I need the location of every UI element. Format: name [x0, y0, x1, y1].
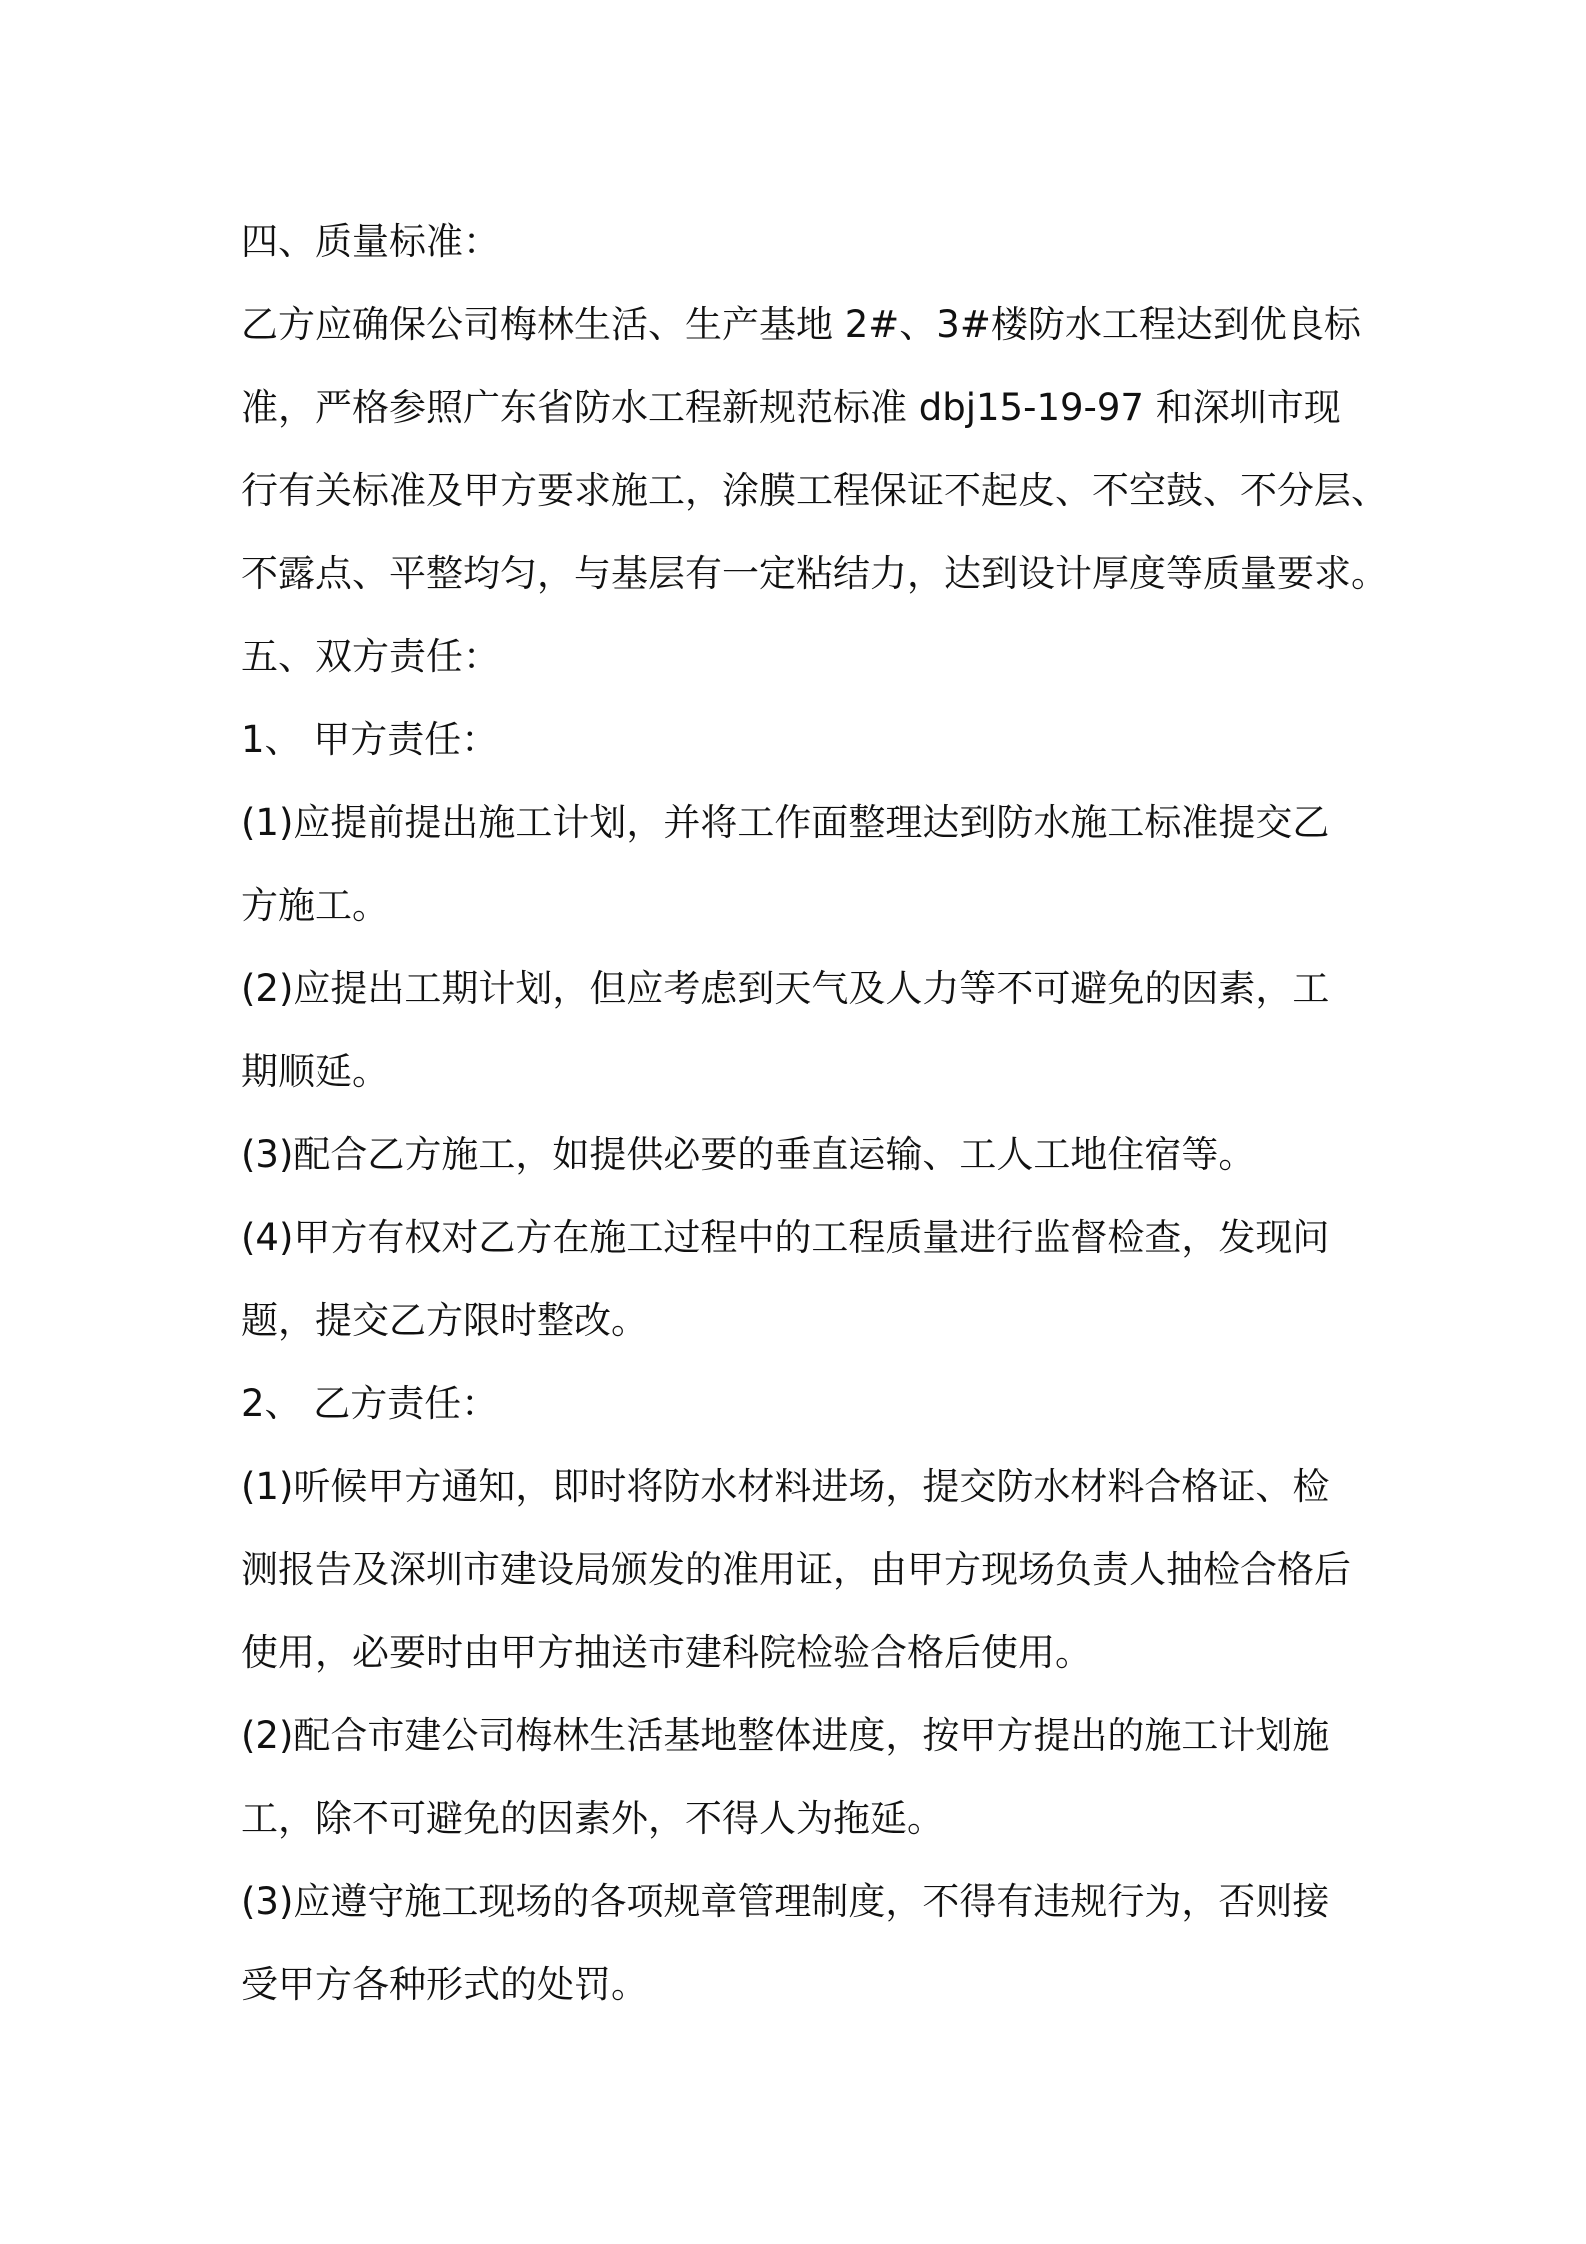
list-item-line: (4)甲方有权对乙方在施工过程中的工程质量进行监督检查，发现问 [241, 1216, 1330, 1259]
section-heading-quality: 四、质量标准： [241, 220, 500, 263]
section-heading-responsibilities: 五、双方责任： [241, 635, 500, 678]
list-item-line: 使用，必要时由甲方抽送市建科院检验合格后使用。 [241, 1631, 1092, 1674]
list-item-line: (3)应遵守施工现场的各项规章管理制度，不得有违规行为，否则接 [241, 1880, 1330, 1923]
list-item-line: 测报告及深圳市建设局颁发的准用证，由甲方现场负责人抽检合格后 [241, 1548, 1351, 1591]
paragraph-line: 乙方应确保公司梅林生活、生产基地 2#、3#楼防水工程达到优良标 [241, 303, 1361, 346]
paragraph-line: 准，严格参照广东省防水工程新规范标准 dbj15-19-97 和深圳市现 [241, 386, 1341, 429]
subsection-heading-party-b: 2、 乙方责任： [241, 1382, 499, 1425]
list-item-line: (1)听候甲方通知，即时将防水材料进场，提交防水材料合格证、检 [241, 1465, 1330, 1508]
list-item-line: (1)应提前提出施工计划，并将工作面整理达到防水施工标准提交乙 [241, 801, 1330, 844]
list-item-line: 方施工。 [241, 884, 389, 927]
list-item-line: (2)应提出工期计划，但应考虑到天气及人力等不可避免的因素，工 [241, 967, 1330, 1010]
paragraph-line: 不露点、平整均匀，与基层有一定粘结力，达到设计厚度等质量要求。 [241, 552, 1388, 595]
list-item-line: 受甲方各种形式的处罚。 [241, 1963, 648, 2006]
paragraph-line: 行有关标准及甲方要求施工，涂膜工程保证不起皮、不空鼓、不分层、 [241, 469, 1388, 512]
list-item-line: 题，提交乙方限时整改。 [241, 1299, 648, 1342]
document-page [241, 200, 1388, 2026]
subsection-heading-party-a: 1、 甲方责任： [241, 718, 499, 761]
list-item-line: (3)配合乙方施工，如提供必要的垂直运输、工人工地住宿等。 [241, 1133, 1256, 1176]
list-item-line: (2)配合市建公司梅林生活基地整体进度，按甲方提出的施工计划施 [241, 1714, 1330, 1757]
list-item-line: 期顺延。 [241, 1050, 389, 1093]
list-item-line: 工，除不可避免的因素外，不得人为拖延。 [241, 1797, 944, 1840]
